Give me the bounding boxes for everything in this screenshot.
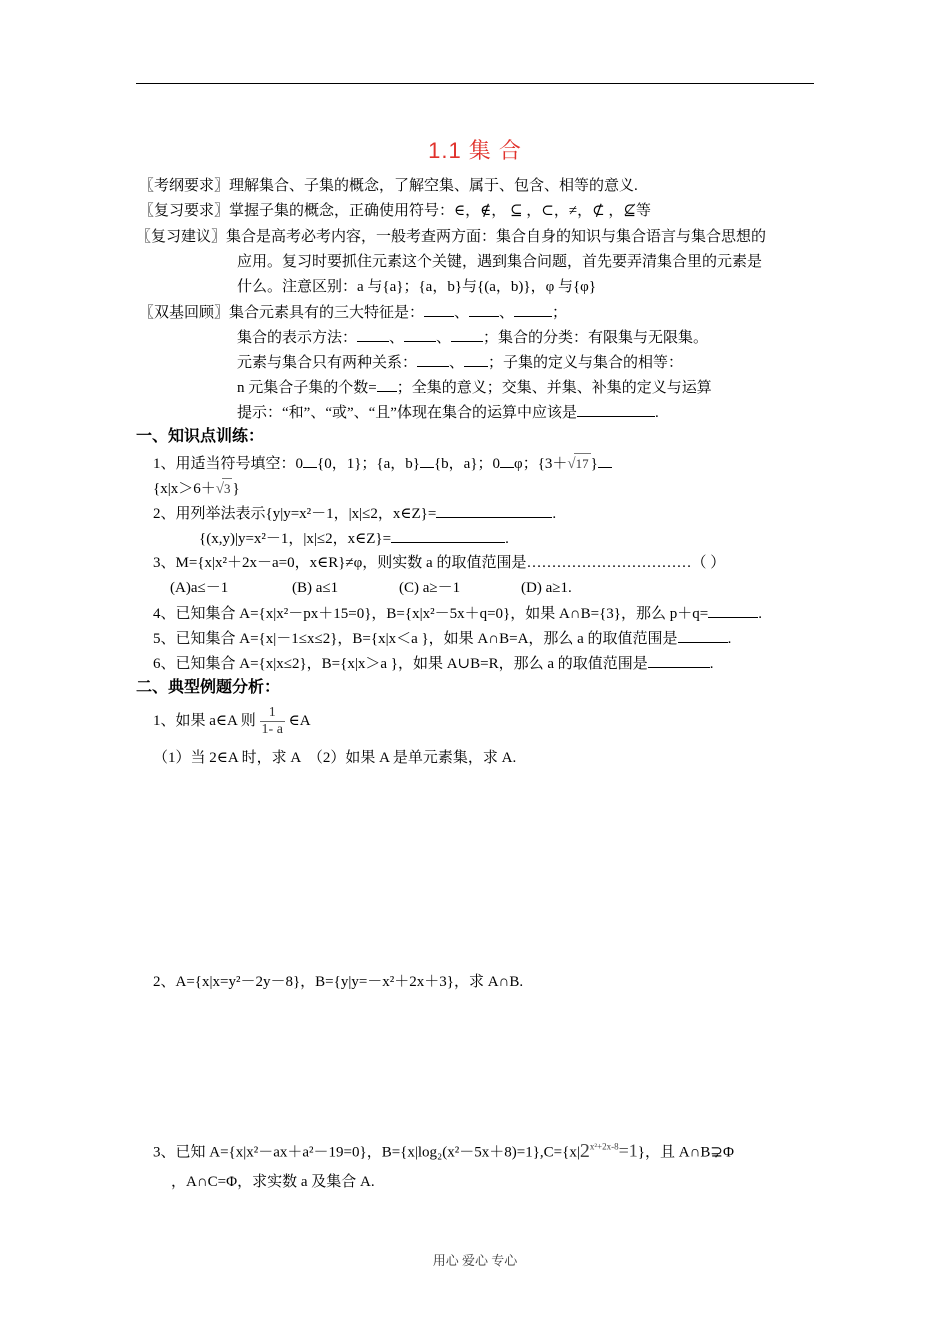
blank[interactable] — [708, 603, 758, 618]
blank[interactable] — [514, 302, 552, 317]
option-d[interactable]: (D) a≥1. — [521, 580, 572, 596]
intro-line-10: 提示：“和”、“或”、“且”体现在集合的运算中应该是 . — [237, 402, 659, 423]
option-c[interactable]: (C) a≥－1 — [399, 580, 461, 596]
page-title: 1.1 集 合 — [428, 138, 522, 163]
intro-line-7: 集合的表示方法： 、 、 ；集合的分类：有限集与无限集。 — [237, 327, 708, 348]
radicand-3: 3 — [222, 478, 233, 499]
section-1-heading: 一、知识点训练： — [136, 428, 265, 445]
question-1: 1、用适当符号填空：0 {0，1}；{a，b} {b，a}；0 φ；{3＋√17 } — [153, 453, 612, 474]
intro-line-5: 什么。注意区别：a 与{a}；{a，b}与{(a，b)}，φ 与{φ} — [237, 279, 597, 295]
review-label: 〖双基回顾〗集合元素具有的三大特征是： — [139, 305, 425, 321]
blank[interactable] — [648, 653, 710, 668]
blank[interactable] — [377, 377, 397, 392]
blank[interactable] — [404, 327, 436, 342]
intro-line-8: 元素与集合只有两种关系： 、 ；子集的定义与集合的相等： — [237, 352, 683, 373]
example-3-cont: ，A∩C=Φ，求实数 a 及集合 A. — [171, 1174, 375, 1190]
blank[interactable] — [303, 453, 317, 468]
intro-line-6: 〖双基回顾〗集合元素具有的三大特征是： 、 、 ； — [139, 302, 567, 323]
blank[interactable] — [391, 528, 505, 543]
blank[interactable] — [424, 302, 454, 317]
fraction: $\frac{1}{1- a}$ — [261, 705, 283, 738]
intro-line-3: 〖复习建议〗集合是高考必考内容，一般考查两方面：集合自身的知识与集合语言与集合思想的 — [136, 229, 767, 245]
blank[interactable] — [464, 352, 488, 367]
section-2-heading: 二、典型例题分析： — [136, 679, 281, 696]
question-2-cont: {(x,y)|y=x²－1，|x|≤2，x∈Z}= . — [199, 528, 509, 549]
page-footer: 用心 爱心 专心 — [432, 1253, 518, 1268]
question-1-cont: {x|x＞6＋√3 } — [153, 478, 240, 499]
blank[interactable] — [678, 628, 728, 643]
blank[interactable] — [451, 327, 483, 342]
blank[interactable] — [598, 453, 612, 468]
blank[interactable] — [417, 352, 449, 367]
question-4: 4、已知集合 A={x|x²－px＋15=0}，B={x|x²－5x＋q=0}，如果 A∩B={3}，那么 p＋q= . — [153, 603, 762, 624]
blank[interactable] — [357, 327, 389, 342]
blank[interactable] — [436, 503, 552, 518]
intro-line-1: 〖考纲要求〗理解集合、子集的概念，了解空集、属于、包含、相等的意义. — [139, 178, 638, 194]
option-a[interactable]: (A)a≤－1 — [170, 580, 229, 596]
question-6: 6、已知集合 A={x|x≤2}，B={x|x＞a }，如果 A∪B=R，那么 a 的取值范围是 . — [153, 653, 713, 674]
intro-line-9: n 元集合子集的个数= ；全集的意义；交集、并集、补集的定义与运算 — [237, 377, 712, 398]
option-b[interactable]: (B) a≤1 — [292, 580, 339, 596]
blank[interactable] — [577, 402, 655, 417]
example-1: 1、如果 a∈A 则 $\frac{1}{1- a}$ ∈A — [153, 705, 311, 738]
intro-line-2: 〖复习要求〗掌握子集的概念，正确使用符号：∈，∉， ⊆ ，⊂，≠，⊄ ，⊈等 — [139, 203, 651, 219]
question-2: 2、用列举法表示{y|y=x²－1，|x|≤2，x∈Z}= . — [153, 503, 556, 524]
example-1-parts: （1）当 2∈A 时，求 A （2）如果 A 是单元素集，求 A. — [153, 750, 517, 766]
intro-line-4: 应用。复习时要抓住元素这个关键，遇到集合问题，首先要弄清集合里的元素是 — [237, 254, 763, 270]
blank[interactable] — [500, 453, 514, 468]
header-rule — [136, 83, 814, 84]
question-3: 3、M={x|x²＋2x－a=0，x∈R}≠φ，则实数 a 的取值范围是……………………………（ ） — [153, 555, 726, 571]
blank[interactable] — [420, 453, 434, 468]
question-3-options — [170, 578, 572, 598]
example-2: 2、A={x|x=y²－2y－8}，B={y|y=－x²＋2x＋3}，求 A∩B. — [153, 974, 524, 990]
blank[interactable] — [469, 302, 499, 317]
power-expression: $2^{x^2+2x-8}$ — [579, 1139, 619, 1162]
radicand-17: 17 — [574, 453, 591, 474]
question-5: 5、已知集合 A={x|－1≤x≤2}，B={x|x＜a }，如果 A∩B=A，那么 a 的取值范围是 . — [153, 628, 731, 649]
example-3: 3、已知 A={x|x²－ax＋a²－19=0}，$B=\{x|\log_2(x^2-5x+8)=1\},C=\{x|2^{x^2+2x-8}=1\}$，且 A∩B⊋Φ — [153, 1139, 734, 1162]
